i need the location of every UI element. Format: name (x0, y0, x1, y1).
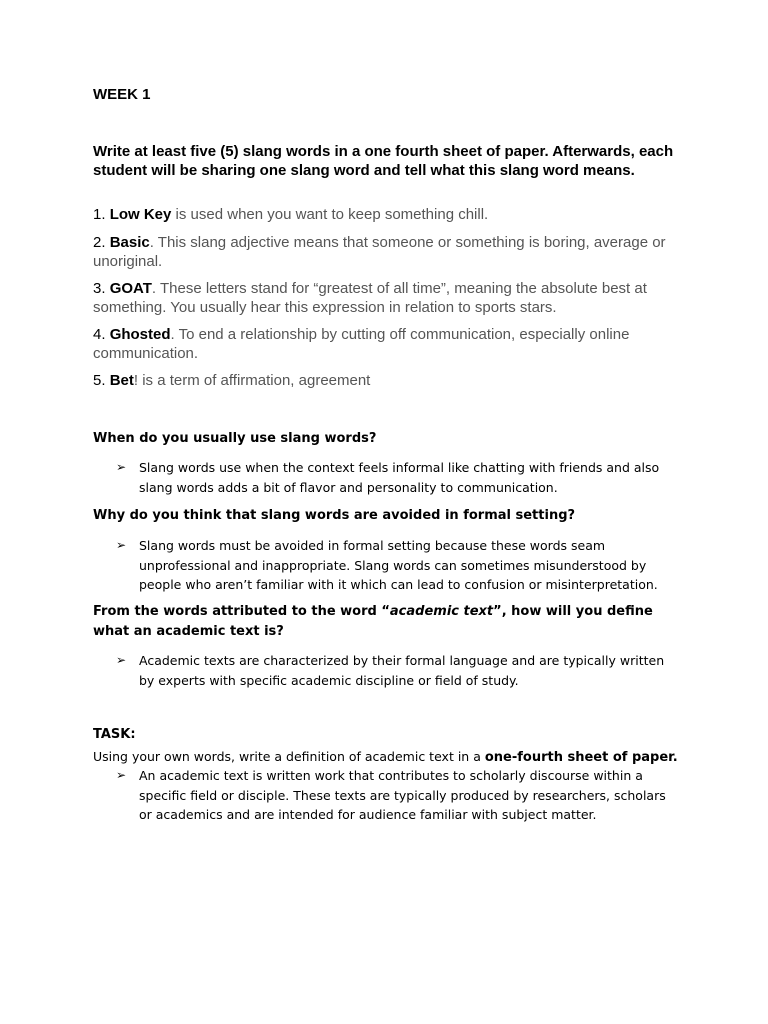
answer-text: Slang words must be avoided in formal setting because these words seam unprofessional and inappropriate. Slang words can sometimes misunderstood by people who aren’t familiar with it which can lead to confusion or misinterpretation. (139, 538, 658, 592)
question-heading: When do you usually use slang words? (93, 431, 377, 446)
slang-number: 5. (93, 372, 106, 389)
arrow-bullet-icon: ➢ (116, 768, 127, 782)
slang-number: 4. (93, 326, 106, 343)
slang-definition: . This slang adjective means that someone or something is boring, average or unoriginal. (93, 234, 666, 270)
arrow-bullet-icon: ➢ (116, 653, 127, 667)
slang-definition: . These letters stand for “greatest of all time”, meaning the absolute best at something. You usually hear this expression in relation to sports stars. (93, 280, 647, 316)
task-instruction-prefix: Using your own words, write a definition of academic text in a (93, 749, 485, 764)
question-prefix: From the words attributed to the word “ (93, 604, 390, 619)
slang-term: GOAT (109, 280, 152, 297)
slang-term: Bet (109, 372, 134, 389)
task-instruction (93, 747, 713, 767)
slang-item (93, 372, 683, 391)
task-instruction-emphasis: one-fourth sheet of paper. (484, 750, 678, 765)
slang-number: 2. (93, 234, 106, 251)
slang-item (93, 326, 683, 363)
slang-number: 1. (93, 206, 106, 223)
answer-text: Slang words use when the context feels informal like chatting with friends and also slang words adds a bit of flavor and personality to communication. (139, 460, 660, 495)
task-heading: TASK: (93, 727, 136, 742)
slang-definition: is used when you want to keep something chill. (171, 206, 489, 223)
answer-text: An academic text is written work that contributes to scholarly discourse within a specific field or disciple. These texts are typically produced by researchers, scholars or academics and are intended for audience familiar with subject matter. (139, 768, 666, 822)
question-suffix: ”, how will you define what an academic text is? (93, 604, 653, 639)
slang-term: Ghosted (109, 326, 171, 343)
answer-text: Academic texts are characterized by their formal language and are typically written by experts with specific academic discipline or field of study. (139, 653, 665, 688)
slang-item (93, 234, 683, 271)
slang-definition: . To end a relationship by cutting off communication, especially online communication. (93, 326, 630, 362)
slang-term: Basic (109, 234, 150, 251)
activity-instructions: Write at least five (5) slang words in a one fourth sheet of paper. Afterwards, each student will be sharing one slang word and tell what this slang word means. (93, 143, 674, 179)
slang-item (93, 280, 683, 317)
question-heading: Why do you think that slang words are avoided in formal setting? (93, 508, 576, 523)
question-heading (93, 602, 693, 642)
slang-item (93, 206, 683, 225)
slang-number: 3. (93, 280, 106, 297)
arrow-bullet-icon: ➢ (116, 538, 127, 552)
question-emphasis: academic text (389, 604, 494, 619)
week-heading: WEEK 1 (93, 86, 151, 103)
slang-term: Low Key (109, 206, 172, 223)
slang-definition: ! is a term of affirmation, agreement (133, 372, 371, 389)
arrow-bullet-icon: ➢ (116, 460, 127, 474)
